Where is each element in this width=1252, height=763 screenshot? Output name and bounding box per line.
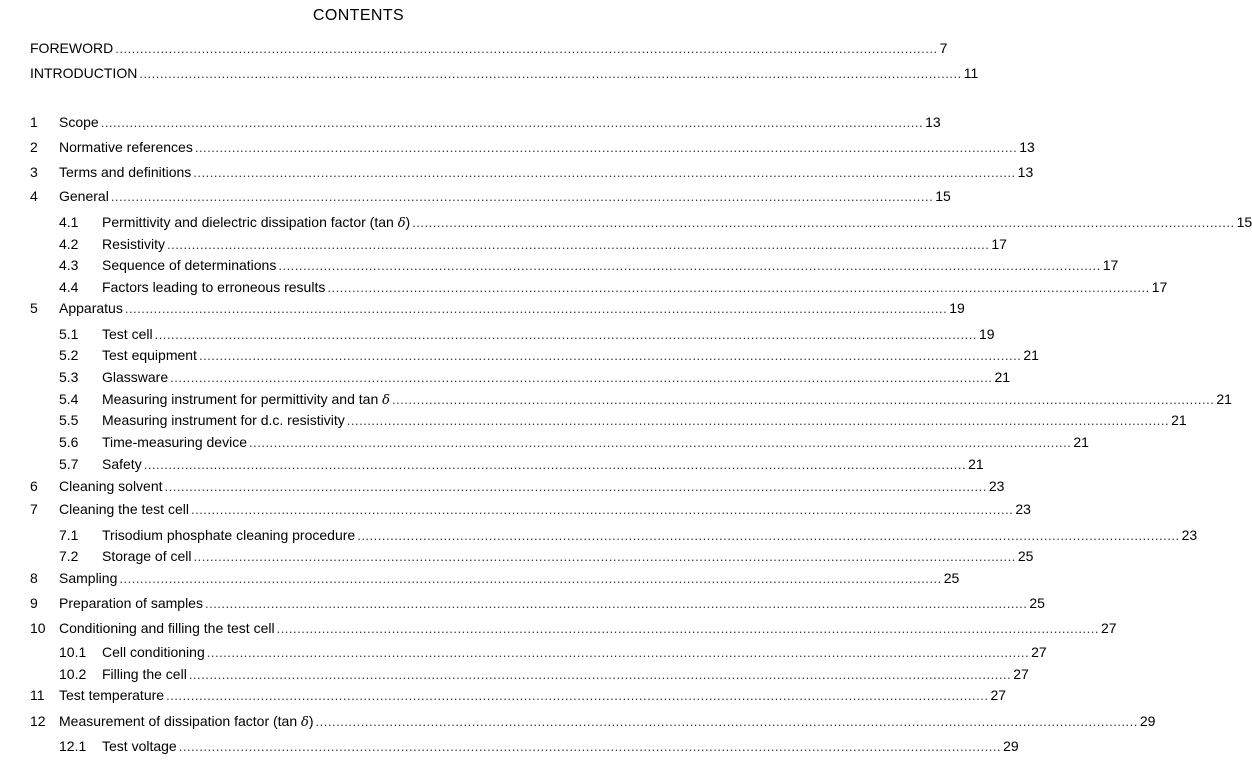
toc-entry[interactable] (0, 277, 1168, 297)
toc-entry-title: Glassware (102, 369, 169, 385)
toc-entry-title: Cleaning the test cell (59, 501, 189, 517)
toc-page-number: 19 (978, 326, 995, 342)
toc-page-number: 29 (1139, 713, 1156, 729)
toc-entry-number: 4.4 (59, 279, 79, 295)
toc-page-number: 21 (968, 456, 984, 472)
dot-leader: ........................................................................................................................................................................................................ (190, 502, 1014, 517)
toc-entry-number: 1 (30, 114, 38, 130)
toc-entry-number: 7 (30, 501, 38, 517)
toc-entry[interactable] (0, 367, 1011, 387)
toc-page-number: 17 (1102, 257, 1119, 273)
toc-entry-number: 5.6 (59, 434, 79, 450)
toc-entry-title: Permittivity and dielectric dissipation factor (tan δ) (102, 214, 411, 231)
toc-entry-title: Time-measuring device (102, 434, 247, 450)
toc-entry[interactable] (0, 234, 1007, 254)
toc-page-number: 25 (943, 570, 960, 586)
toc-entry[interactable] (0, 38, 948, 58)
toc-entry[interactable] (0, 642, 1047, 662)
dot-leader: ........................................................................................................................................................................................................ (194, 140, 1018, 155)
page-title: CONTENTS (312, 7, 405, 24)
toc-entry-title: Cell conditioning (102, 644, 205, 660)
toc-page-number: 19 (949, 300, 965, 316)
toc-entry[interactable] (0, 255, 1119, 275)
toc-entry-title: Test temperature (59, 687, 165, 703)
toc-entry-number: 7.1 (59, 527, 79, 543)
toc-entry[interactable] (0, 410, 1187, 430)
dot-leader: ........................................................................................................................................................................................................ (110, 189, 934, 204)
toc-entry[interactable] (0, 736, 1019, 756)
dot-leader: ........................................................................................................................................................................................................ (119, 571, 942, 586)
toc-entry[interactable] (0, 212, 1252, 232)
toc-entry-number: 4.1 (59, 214, 79, 230)
dot-leader: ........................................................................................................................................................................................................ (327, 280, 1150, 295)
dot-leader: ........................................................................................................................................................................................................ (204, 596, 1028, 611)
toc-entry-title: Test equipment (102, 347, 197, 363)
toc-entry-number: 11 (30, 687, 45, 703)
toc-page-number: 27 (1100, 620, 1117, 636)
toc-entry-title: Storage of cell (102, 548, 192, 564)
toc-entry-number: 5.4 (59, 391, 79, 407)
toc-entry-number: 3 (30, 164, 38, 180)
dot-leader: ........................................................................................................................................................................................................ (248, 435, 1072, 450)
dot-leader: ........................................................................................................................................................................................................ (198, 348, 1022, 363)
toc-entry[interactable] (0, 345, 1039, 365)
toc-entry[interactable] (0, 454, 984, 474)
dot-leader: ........................................................................................................................................................................................................ (167, 237, 990, 252)
toc-entry[interactable] (0, 568, 960, 588)
toc-entry-title: Terms and definitions (59, 164, 192, 180)
toc-page-number: 11 (963, 65, 979, 81)
toc-entry[interactable] (0, 162, 1034, 182)
dot-leader: ........................................................................................................................................................................................................ (193, 549, 1016, 564)
delta-symbol: δ (397, 216, 406, 231)
toc-page-number: 17 (991, 236, 1007, 252)
toc-entry-title: Measuring instrument for permittivity and tan δ (102, 391, 390, 408)
toc-page-number: 29 (1003, 738, 1019, 754)
toc-entry-number: 7.2 (59, 548, 79, 564)
toc-entry[interactable] (0, 63, 979, 83)
toc-entry-number: 4.3 (59, 257, 79, 273)
toc-page-number: 15 (935, 188, 951, 204)
toc-page-number: 17 (1151, 279, 1168, 295)
toc-page-number: 21 (1073, 434, 1089, 450)
toc-page-number: 25 (1017, 548, 1034, 564)
toc-entry[interactable] (0, 664, 1029, 684)
toc-entry[interactable] (0, 499, 1031, 519)
dot-leader: ........................................................................................................................................................................................................ (143, 457, 967, 472)
dot-leader: ........................................................................................................................................................................................................ (391, 392, 1215, 407)
toc-entry-title: Measuring instrument for d.c. resistivity (102, 412, 345, 428)
dot-leader: ........................................................................................................................................................................................................ (164, 479, 987, 494)
toc-entry-number: 12 (30, 713, 46, 729)
toc-page-number: 21 (1216, 391, 1232, 407)
toc-entry-title: Resistivity (102, 236, 166, 252)
dot-leader: ........................................................................................................................................................................................................ (276, 621, 1099, 636)
dot-leader: ........................................................................................................................................................................................................ (170, 370, 993, 385)
toc-page-number: 27 (990, 687, 1007, 703)
toc-entry-number: 10 (30, 620, 46, 636)
dot-leader: ........................................................................................................................................................................................................ (154, 327, 977, 342)
toc-entry-title: Test voltage (102, 738, 177, 754)
toc-entry-number: 10.2 (59, 666, 87, 682)
toc-entry-title: Measurement of dissipation factor (tan δ) (59, 713, 314, 730)
toc-page-number: 23 (988, 478, 1005, 494)
toc-entry[interactable] (0, 324, 995, 344)
toc-entry-title: Test cell (102, 326, 153, 342)
dot-leader: ........................................................................................................................................................................................................ (315, 714, 1138, 729)
toc-entry[interactable] (0, 186, 951, 206)
toc-page-number: 21 (1023, 347, 1039, 363)
toc-entry[interactable] (0, 389, 1232, 409)
toc-entry-title: General (59, 188, 109, 204)
toc-entry-title: Factors leading to erroneous results (102, 279, 326, 295)
toc-page-number: 15 (1236, 214, 1252, 230)
dot-leader: ........................................................................................................................................................................................................ (124, 301, 948, 316)
toc-entry-title: Conditioning and filling the test cell (59, 620, 275, 636)
dot-leader: ........................................................................................................................................................................................................ (412, 215, 1235, 230)
toc-entry-title: Filling the cell (102, 666, 187, 682)
toc-entry-number: 8 (30, 570, 38, 586)
toc-entry-title: Safety (102, 456, 142, 472)
toc-entry-title: Sampling (59, 570, 118, 586)
toc-entry[interactable] (0, 685, 1007, 705)
toc-entry[interactable] (0, 618, 1117, 638)
toc-entry-title: INTRODUCTION (30, 65, 138, 81)
toc-entry-number: 5.2 (59, 347, 79, 363)
toc-page-number: 23 (1181, 527, 1198, 543)
dot-leader: ........................................................................................................................................................................................................ (166, 688, 989, 703)
dot-leader: ........................................................................................................................................................................................................ (188, 667, 1012, 682)
toc-entry-number: 5.3 (59, 369, 79, 385)
toc-entry-number: 2 (30, 139, 38, 155)
toc-entry[interactable] (0, 432, 1089, 452)
toc-entry[interactable] (0, 112, 941, 132)
dot-leader: ........................................................................................................................................................................................................ (278, 258, 1101, 273)
toc-entry-title: Cleaning solvent (59, 478, 163, 494)
toc-page-number: 13 (925, 114, 941, 130)
dot-leader: ........................................................................................................................................................................................................ (178, 739, 1002, 754)
toc-entry-title: Normative references (59, 139, 193, 155)
dot-leader: ........................................................................................................................................................................................................ (206, 645, 1030, 660)
toc-page-number: 21 (1171, 412, 1187, 428)
toc-page-number: 25 (1029, 595, 1045, 611)
toc-entry-title: Apparatus (59, 300, 123, 316)
toc-entry[interactable] (0, 711, 1156, 731)
toc-page-number: 27 (1013, 666, 1029, 682)
toc-entry-title: Sequence of determinations (102, 257, 277, 273)
dot-leader: ........................................................................................................................................................................................................ (100, 115, 924, 130)
toc-entry-number: 4.2 (59, 236, 79, 252)
toc-entry-number: 10.1 (59, 644, 87, 660)
toc-entry[interactable] (0, 593, 1045, 613)
toc-entry-number: 6 (30, 478, 38, 494)
toc-entry-number: 5 (30, 300, 38, 316)
toc-page-number: 13 (1017, 164, 1034, 180)
toc-page-number: 27 (1031, 644, 1047, 660)
toc-entry-number: 12.1 (59, 738, 87, 754)
toc-entry-number: 9 (30, 595, 38, 611)
toc-entry-title: Trisodium phosphate cleaning procedure (102, 527, 356, 543)
toc-entry[interactable] (0, 298, 965, 318)
toc-page-number: 23 (1015, 501, 1031, 517)
delta-symbol: δ (301, 715, 309, 730)
toc-entry[interactable] (0, 546, 1034, 566)
delta-symbol: δ (382, 393, 390, 408)
dot-leader: ........................................................................................................................................................................................................ (193, 165, 1016, 180)
toc-entry-title: Scope (59, 114, 99, 130)
toc-page-number: 7 (939, 40, 948, 56)
dot-leader: ........................................................................................................................................................................................................ (115, 41, 938, 56)
toc-entry-number: 5.5 (59, 412, 79, 428)
toc-entry-number: 5.7 (59, 456, 79, 472)
toc-page-number: 21 (994, 369, 1011, 385)
toc-page-number: 13 (1019, 139, 1035, 155)
toc-entry-title: Preparation of samples (59, 595, 203, 611)
dot-leader: ........................................................................................................................................................................................................ (357, 528, 1180, 543)
dot-leader: ........................................................................................................................................................................................................ (139, 66, 962, 81)
toc-entry[interactable] (0, 476, 1005, 496)
toc-entry[interactable] (0, 137, 1035, 157)
toc-entry-number: 5.1 (59, 326, 79, 342)
dot-leader: ........................................................................................................................................................................................................ (346, 413, 1170, 428)
toc-entry[interactable] (0, 525, 1198, 545)
toc-entry-title: FOREWORD (30, 40, 114, 56)
toc-entry-number: 4 (30, 188, 38, 204)
